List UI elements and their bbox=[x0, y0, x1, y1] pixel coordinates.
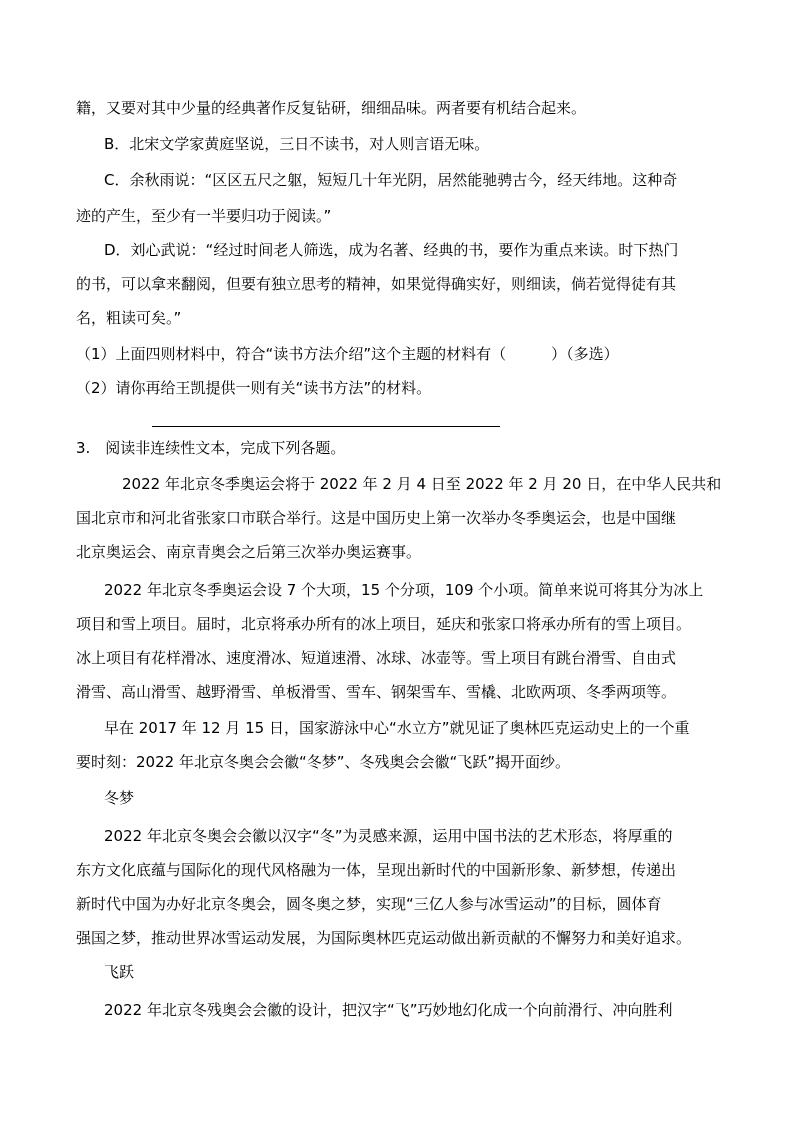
text-line: 早在 2017 年 12 月 15 日，国家游泳中心“水立方”就见证了奥林匹克运动史上的一个重 bbox=[104, 719, 690, 737]
text-line: 2022 年北京冬季奥运会设 7 个大项，15 个分项，109 个小项。简单来说可将其分为冰上 bbox=[104, 581, 704, 599]
text-line: 要时刻：2022 年北京冬奥会会徽“冬梦”、冬残奥会会徽“飞跃”揭开面纱。 bbox=[76, 753, 571, 771]
text-line: 2022 年北京冬季奥运会将于 2022 年 2 月 4 日至 2022 年 2 月 20 日，在中华人民共和 bbox=[122, 475, 722, 493]
text-line: 新时代中国为办好北京冬奥会，圆冬奥之梦，实现“三亿人参与冰雪运动”的目标，圆体育 bbox=[76, 895, 662, 913]
question-2: （2）请你再给王凯提供一则有关“读书方法”的材料。 bbox=[76, 379, 432, 397]
option-d: D．刘心武说：“经过时间老人筛选，成为名著、经典的书，要作为重点来读。时下热门 bbox=[104, 241, 679, 259]
text-line: 迹的产生，至少有一半要归功于阅读。” bbox=[76, 207, 332, 225]
section-heading-dongmeng: 冬梦 bbox=[104, 789, 135, 807]
text-line: 滑雪、高山滑雪、越野滑雪、单板滑雪、雪车、钢架雪车、雪橇、北欧两项、冬季两项等。 bbox=[76, 683, 677, 701]
text-line: 的书，可以拿来翻阅，但要有独立思考的精神，如果觉得确实好，则细读，倘若觉得徒有其 bbox=[76, 275, 677, 293]
text-line: 籍，又要对其中少量的经典著作反复钻研，细细品味。两者要有机结合起来。 bbox=[76, 99, 587, 117]
option-c: C．余秋雨说：“区区五尺之躯，短短几十年光阴，居然能驰骋古今，经天纬地。这种奇 bbox=[104, 171, 678, 189]
question-3-heading: 3. 阅读非连续性文本，完成下列各题。 bbox=[76, 439, 346, 457]
text-line: 2022 年北京冬奥会会徽以汉字“冬”为灵感来源，运用中国书法的艺术形态，将厚重的 bbox=[104, 827, 673, 845]
answer-line bbox=[152, 426, 500, 427]
text-line: 2022 年北京冬残奥会会徽的设计，把汉字“飞”巧妙地幻化成一个向前滑行、冲向胜利 bbox=[104, 1001, 673, 1019]
section-heading-feiyue: 飞跃 bbox=[104, 963, 135, 981]
text-line: 项目和雪上项目。届时，北京将承办所有的冰上项目，延庆和张家口将承办所有的雪上项目。 bbox=[76, 615, 692, 633]
text-line: 北京奥运会、南京青奥会之后第三次举办奥运赛事。 bbox=[76, 543, 422, 561]
text-line: 国北京市和河北省张家口市联合举行。这是中国历史上第一次举办冬季奥运会，也是中国继 bbox=[76, 509, 677, 527]
text-line: 强国之梦，推动世界冰雪运动发展，为国际奥林匹克运动做出新贡献的不懈努力和美好追求。 bbox=[76, 929, 692, 947]
question-1: （1）上面四则材料中，符合“读书方法介绍”这个主题的材料有（ ）（多选） bbox=[76, 345, 619, 363]
text-line: 东方文化底蕴与国际化的现代风格融为一体，呈现出新时代的中国新形象、新梦想，传递出 bbox=[76, 861, 677, 879]
option-b: B．北宋文学家黄庭坚说，三日不读书，对人则言语无味。 bbox=[104, 135, 490, 153]
text-line: 名，粗读可矣。” bbox=[76, 309, 182, 327]
text-line: 冰上项目有花样滑冰、速度滑冰、短道速滑、冰球、冰壶等。雪上项目有跳台滑雪、自由式 bbox=[76, 649, 677, 667]
